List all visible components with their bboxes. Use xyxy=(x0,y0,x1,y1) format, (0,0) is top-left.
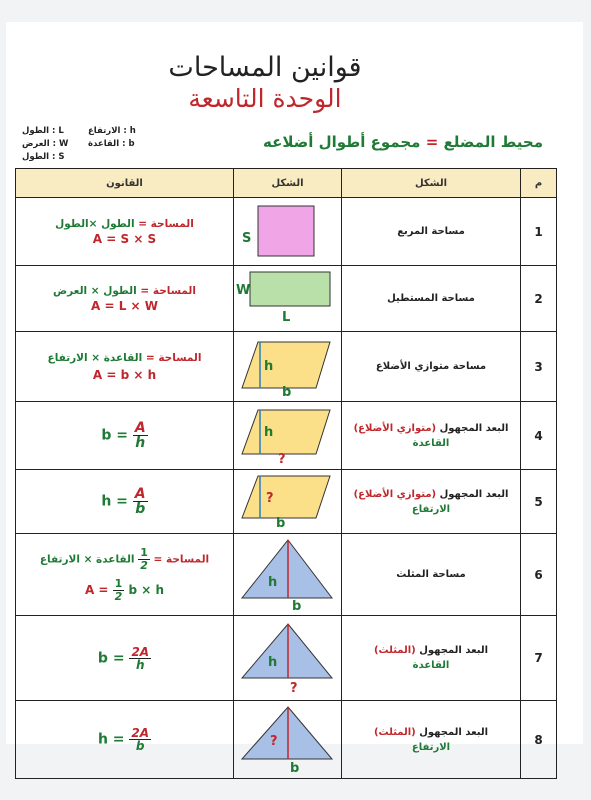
law-english: A = b × h xyxy=(92,367,157,382)
shape-name-cell: مساحة المثلث xyxy=(342,534,521,616)
unknown-label: ? xyxy=(278,452,286,465)
header-law: القانون xyxy=(16,169,234,198)
shape-name-cell: مساحة المستطيل xyxy=(342,266,521,332)
legend-width: W : العرض xyxy=(22,139,69,149)
law-cell xyxy=(16,332,234,402)
law-formula: b = $\frac{2A}{h}$ xyxy=(97,644,150,672)
table-row xyxy=(16,266,557,332)
width-label: W xyxy=(236,283,251,298)
base-label: b xyxy=(282,385,292,397)
unknown-label: ? xyxy=(270,734,278,749)
law-english: A = L × W xyxy=(91,298,158,313)
row-number: 7 xyxy=(521,616,557,701)
row-number: 1 xyxy=(521,198,557,266)
height-label: h xyxy=(264,359,274,374)
table-row xyxy=(16,402,557,470)
shape-figure-cell xyxy=(234,266,342,332)
shape-figure-cell xyxy=(234,402,342,470)
triangle-figure xyxy=(234,701,342,774)
fraction: $\frac{A}{b}$ xyxy=(134,486,146,517)
shape-name-cell: مساحة متوازي الأضلاع xyxy=(342,332,521,402)
perimeter-rule xyxy=(263,133,543,151)
legend-base: b : القاعدة xyxy=(88,139,135,149)
law-cell xyxy=(16,198,234,266)
header-shape-figure: الشكل xyxy=(234,169,342,198)
fraction-half: $\frac{1}{2}$ xyxy=(140,545,148,572)
fraction-half: $\frac{1}{2}$ xyxy=(114,576,123,603)
length-label: L xyxy=(282,310,291,325)
triangle-figure xyxy=(234,616,342,696)
side-label: S xyxy=(242,231,252,246)
area-laws-table xyxy=(15,168,557,779)
rectangle-figure xyxy=(234,266,342,327)
table-row xyxy=(16,198,557,266)
shape-figure-cell xyxy=(234,332,342,402)
law-cell xyxy=(16,266,234,332)
table-row xyxy=(16,470,557,534)
law-arabic: المساحة = $\frac{1}{2}$ القاعدة × الارتفاع xyxy=(39,545,210,572)
square-figure xyxy=(234,198,342,261)
shape-name-cell: البعد المجهول (متوازي الأضلاع) الارتفاع xyxy=(342,470,521,534)
shape-figure-cell xyxy=(234,470,342,534)
perimeter-left: محيط المضلع xyxy=(443,133,543,151)
row-number: 5 xyxy=(521,470,557,534)
base-label: b xyxy=(290,761,300,774)
unknown-label: ? xyxy=(290,681,298,696)
shape-name-cell: البعد المجهول (المثلث) الارتفاع xyxy=(342,701,521,779)
parallelogram-figure xyxy=(234,332,342,397)
shape-name-cell: البعد المجهول (متوازي الأضلاع) القاعدة xyxy=(342,402,521,470)
legend-height: h : الارتفاع xyxy=(88,126,136,136)
triangle-figure xyxy=(234,534,342,611)
fraction: $\frac{2A}{b}$ xyxy=(131,726,150,753)
law-english: A = $\frac{1}{2}$ b × h xyxy=(84,576,165,603)
shape-name-cell: البعد المجهول (المثلث) القاعدة xyxy=(342,616,521,701)
law-cell xyxy=(16,534,234,616)
perimeter-right: مجموع أطوال أضلاعه xyxy=(263,133,421,151)
law-arabic: المساحة = الطول ×الطول xyxy=(55,217,194,230)
law-formula: h = $\frac{A}{b}$ xyxy=(101,486,146,517)
law-formula: b = $\frac{A}{h}$ xyxy=(101,420,146,451)
page-subtitle: الوحدة التاسعة xyxy=(188,84,342,113)
parallelogram-figure xyxy=(234,470,342,529)
base-label: b xyxy=(276,516,286,529)
law-formula: h = $\frac{2A}{b}$ xyxy=(97,726,150,753)
fraction: $\frac{A}{h}$ xyxy=(134,420,146,451)
header-shape-name: الشكل xyxy=(342,169,521,198)
law-cell xyxy=(16,470,234,534)
base-label: b xyxy=(292,599,302,611)
height-label: h xyxy=(264,425,274,440)
law-cell xyxy=(16,402,234,470)
law-cell xyxy=(16,616,234,701)
law-arabic: المساحة = القاعدة × الارتفاع xyxy=(47,351,202,364)
table-row xyxy=(16,701,557,779)
height-label: h xyxy=(268,575,278,590)
legend-side: S : الطول xyxy=(22,152,65,162)
fraction: $\frac{2A}{h}$ xyxy=(131,644,150,672)
shape-figure-cell xyxy=(234,534,342,616)
shape-figure-cell xyxy=(234,701,342,779)
legend-length: L : الطول xyxy=(22,126,64,136)
law-arabic: المساحة = الطول × العرض xyxy=(53,284,196,297)
row-number: 3 xyxy=(521,332,557,402)
page-title: قوانين المساحات xyxy=(168,52,362,83)
height-label: h xyxy=(268,655,278,670)
row-number: 2 xyxy=(521,266,557,332)
perimeter-equals: = xyxy=(425,133,439,151)
table-row xyxy=(16,534,557,616)
row-number: 6 xyxy=(521,534,557,616)
table-row xyxy=(16,332,557,402)
table-header-row xyxy=(16,169,557,198)
law-cell xyxy=(16,701,234,779)
shape-figure-cell xyxy=(234,616,342,701)
unknown-label: ? xyxy=(266,491,274,506)
header-number: م xyxy=(521,169,557,198)
parallelogram-figure xyxy=(234,402,342,465)
shape-name-cell: مساحة المربع xyxy=(342,198,521,266)
row-number: 4 xyxy=(521,402,557,470)
table-row xyxy=(16,616,557,701)
shape-figure-cell xyxy=(234,198,342,266)
row-number: 8 xyxy=(521,701,557,779)
law-english: A = S × S xyxy=(92,231,157,246)
